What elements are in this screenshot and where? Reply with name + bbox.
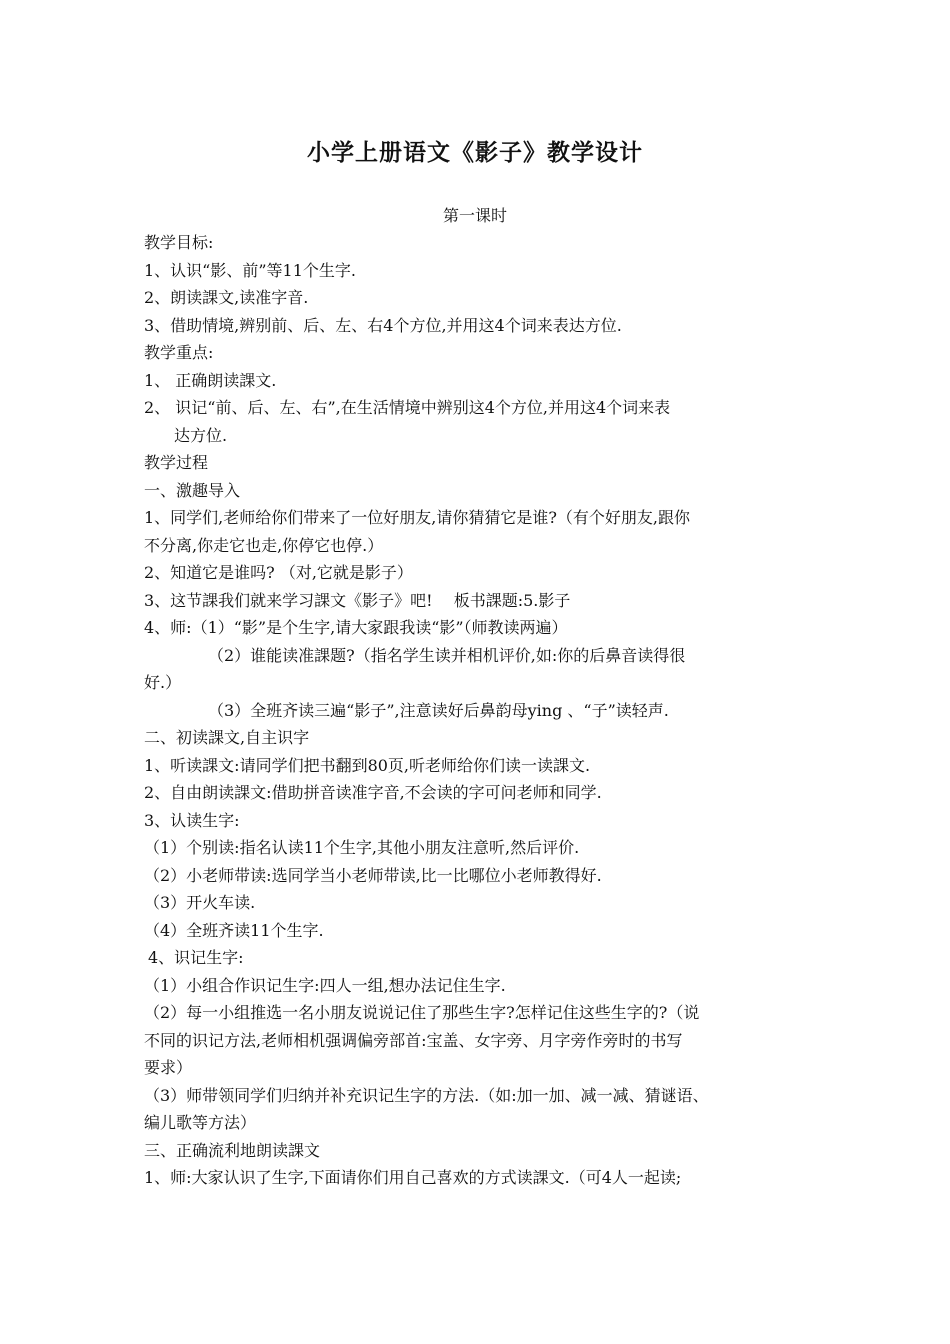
text-line: （1）个别读:指名认读11个生字,其他小朋友注意听,然后评价. [144, 838, 580, 857]
text-line: 不分离,你走它也走,你停它也停.） [144, 535, 384, 555]
section-heading: 二、初读課文,自主识字 [144, 728, 310, 747]
section-heading: 教学重点: [144, 343, 214, 362]
text-line: 编儿歌等方法） [144, 1113, 257, 1132]
text-line: （2）谁能读准課题?（指名学生读并相机评价,如:你的后鼻音读得很 [208, 645, 686, 665]
section-heading: 一、激趣导入 [144, 480, 241, 500]
text-line: 2、 识记“前、后、左、右”,在生活情境中辨别这4个方位,并用这4个词来表 [144, 398, 671, 417]
section-heading: 教学过程 [144, 453, 209, 472]
text-line: 1、师:大家认识了生字,下面请你们用自己喜欢的方式读課文.（可4人一起读; [144, 1168, 682, 1187]
text-line: （3）全班齐读三遍“影子”,注意读好后鼻韵母ying 、“子”读轻声. [208, 700, 669, 720]
document-title: 小学上册语文《影子》教学设计 [307, 140, 643, 166]
text-line: 达方位. [174, 425, 228, 445]
text-line: 2、朗读課文,读准字音. [144, 288, 309, 307]
text-line: 2、知道它是谁吗? （对,它就是影子） [144, 563, 413, 582]
text-line: 3、认读生字: [144, 810, 240, 830]
text-line: 不同的识记方法,老师相机强调偏旁部首:宝盖、女字旁、月字旁作旁时的书写 [144, 1030, 683, 1050]
text-line: （2）小老师带读:选同学当小老师带读,比一比哪位小老师教得好. [144, 865, 602, 885]
text-line: 1、 正确朗读課文. [144, 370, 277, 390]
text-line: 3、借助情境,辨别前、后、左、右4个方位,并用这4个词来表达方位. [144, 315, 622, 335]
text-line: （3）开火车读. [144, 893, 256, 912]
text-line: （3）师带领同学们归纳并补充识记生字的方法.（如:加一加、减一减、猜谜语、 [144, 1085, 709, 1105]
text-line: 4、师:（1）“影”是个生字,请大家跟我读“影”（师教读两遍） [144, 618, 568, 637]
text-line: （1）小组合作识记生字:四人一组,想办法记住生字. [144, 975, 506, 995]
document-body [144, 229, 812, 1192]
text-line: 1、同学们,老师给你们带来了一位好朋友,请你猜猜它是谁?（有个好朋友,跟你 [144, 508, 691, 527]
text-line: （4）全班齐读11个生字. [144, 920, 324, 940]
text-line: 1、听读課文:请同学们把书翻到80页,听老师给你们读一读課文. [144, 755, 591, 775]
text-line: 好.） [144, 673, 182, 692]
text-line: 4、识记生字: [148, 948, 244, 967]
text-line: 3、这节課我们就来学习課文《影子》吧! 板书課题:5.影子 [144, 590, 571, 610]
text-line: 1、认识“影、前”等11个生字. [144, 260, 356, 280]
section-heading: 教学目标: [144, 233, 214, 252]
text-line: 要求） [144, 1058, 193, 1077]
section-heading: 三、正确流利地朗读課文 [144, 1140, 321, 1160]
text-line: （2）每一小组推选一名小朋友说说记住了那些生字?怎样记住这些生字的?（说 [144, 1003, 700, 1022]
lesson-period: 第一课时 [442, 206, 507, 225]
text-line: 2、自由朗读課文:借助拼音读准字音,不会读的字可问老师和同学. [144, 783, 602, 802]
